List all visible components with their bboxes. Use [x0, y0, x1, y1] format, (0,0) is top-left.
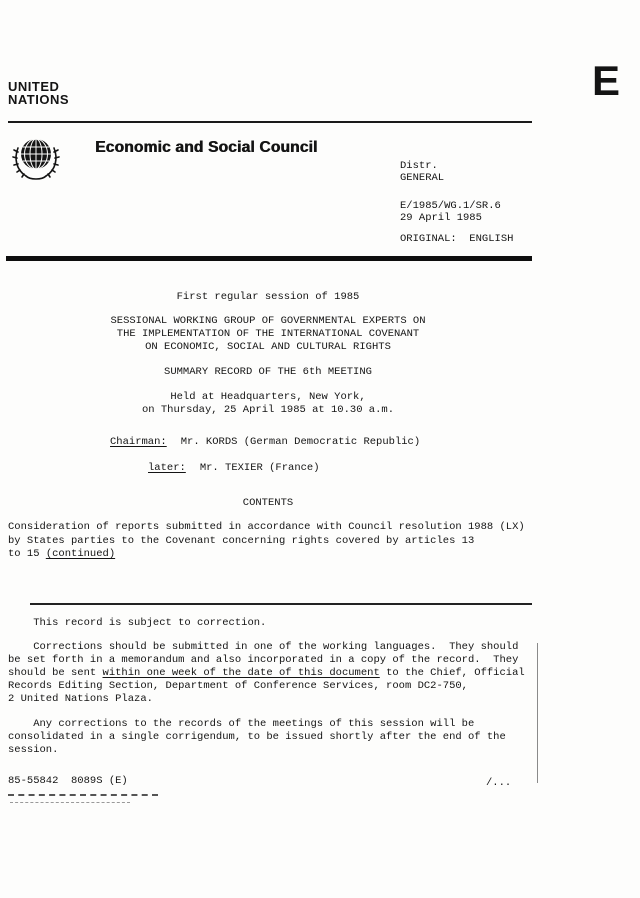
chairman-line [110, 436, 420, 448]
working-group-title [4, 315, 532, 354]
record-title: SUMMARY RECORD OF THE 6th MEETING [164, 366, 372, 378]
document-number: 85-55842 8089S (E) [8, 775, 128, 787]
document-series-letter: E [592, 57, 621, 104]
scan-artifact-dash-2 [10, 802, 130, 803]
continuation-mark: /... [486, 777, 512, 789]
contents-continued-marker: (continued) [45, 548, 116, 560]
distr-label: Distr. [400, 160, 438, 172]
contents-line2: by States parties to the Covenant concerning rights covered by articles 13 [8, 534, 475, 547]
later-chairman-line [148, 462, 320, 474]
org-name-line1: UNITED [8, 79, 60, 94]
contents-paragraph [8, 521, 525, 562]
working-group-title-line1: SESSIONAL WORKING GROUP OF GOVERNMENTAL EXPERTS ON [110, 315, 426, 327]
header-rule [8, 121, 532, 123]
document-symbol-block [400, 200, 501, 224]
contents-line1: Consideration of reports submitted in accordance with Council resolution 1988 (LX) [8, 521, 525, 533]
corrigendum-paragraph [8, 718, 506, 757]
later-value: Mr. TEXIER (France) [199, 462, 320, 474]
corrigendum-line2: consolidated in a single corrigendum, to be issued shortly after the end of the [8, 731, 506, 743]
session-title: First regular session of 1985 [176, 291, 360, 303]
section-divider-thick [6, 256, 532, 261]
chairman-value: Mr. KORDS (German Democratic Republic) [180, 436, 421, 448]
document-date: 29 April 1985 [400, 212, 482, 224]
contents-line3-pre: to 15 [8, 548, 46, 560]
meeting-location [4, 391, 532, 417]
distr-value: GENERAL [400, 172, 445, 184]
later-label: later: [148, 462, 186, 474]
document-symbol: E/1985/WG.1/SR.6 [400, 200, 501, 212]
contents-line3 [8, 548, 525, 562]
correction-note: This record is subject to correction. [8, 617, 267, 629]
scan-artifact-dash [8, 794, 158, 796]
chairman-label: Chairman: [110, 436, 167, 448]
corrections-line4: Records Editing Section, Department of Conference Services, room DC2-750, [8, 680, 468, 692]
council-title: Economic and Social Council [95, 139, 318, 156]
meeting-location-line1: Held at Headquarters, New York, [170, 391, 366, 403]
footnote-divider [30, 603, 532, 605]
working-group-title-line2: THE IMPLEMENTATION OF THE INTERNATIONAL COVENANT [116, 328, 420, 340]
un-emblem-icon [10, 130, 62, 191]
corrections-paragraph [8, 641, 525, 706]
corrigendum-line1: Any corrections to the records of the meetings of this session will be [8, 718, 475, 730]
distribution-block [400, 160, 444, 184]
org-name [8, 80, 69, 106]
corrections-line3-post: to the Chief, Official [379, 667, 525, 679]
org-name-line2: NATIONS [8, 92, 70, 107]
corrections-line5: 2 United Nations Plaza. [8, 693, 153, 705]
corrections-line1: Corrections should be submitted in one of the working languages. They should [8, 641, 519, 653]
corrigendum-line3: session. [8, 744, 59, 756]
scan-artifact-vertical-line [537, 643, 538, 783]
contents-heading: CONTENTS [242, 497, 294, 509]
original-language: ORIGINAL: ENGLISH [400, 233, 514, 245]
corrections-line2: be set forth in a memorandum and also incorporated in a copy of the record. They [8, 654, 519, 666]
deadline-underlined-text: within one week of the date of this document [102, 667, 380, 679]
corrections-line3 [8, 667, 525, 680]
meeting-location-line2: on Thursday, 25 April 1985 at 10.30 a.m. [141, 404, 395, 416]
corrections-line3-pre: should be sent [8, 667, 103, 679]
working-group-title-line3: ON ECONOMIC, SOCIAL AND CULTURAL RIGHTS [145, 341, 391, 353]
